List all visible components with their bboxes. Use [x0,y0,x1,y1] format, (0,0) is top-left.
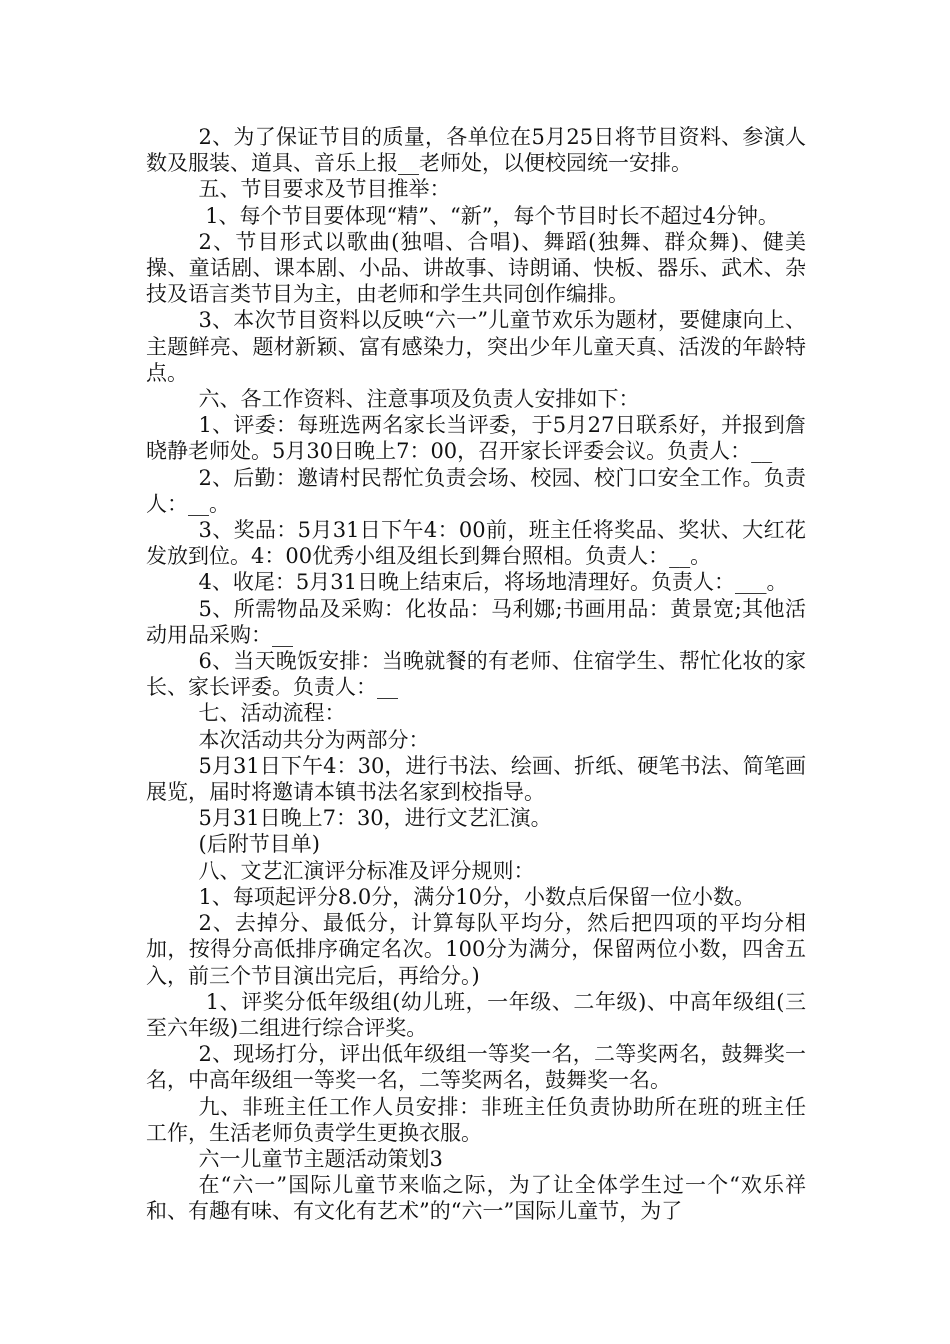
paragraph-10: 4、收尾：5月31日晚上结束后，将场地清理好。负责人：___。 [198,570,788,595]
paragraph-9: 3、奖品：5月31日下午4：00前，班主任将奖品、奖状、大红花发放到位。4：00优秀小组及组长到舞台照相。负责人：__。 [146,518,806,569]
subtitle-plan-3: 六一儿童节主题活动策划3 [198,1146,443,1171]
paragraph-22: 2、现场打分，评出低年级组一等奖一名，二等奖两名，鼓舞奖一名，中高年级组一等奖一名，二等奖两名，鼓舞奖一名。 [146,1042,806,1093]
paragraph-21: 1、评奖分低年级组(幼儿班，一年级、二年级)、中高年级组(三至六年级)二组进行综合评奖。 [146,989,806,1040]
paragraph-15: 5月31日下午4：30，进行书法、绘画、折纸、硬笔书法、简笔画展览，届时将邀请本镇书法名家到校指导。 [146,753,806,805]
paragraph-20: 2、去掉分、最低分，计算每队平均分，然后把四项的平均分相加，按得分高低排序确定名次。100分为满分，保留两位小数，四舍五入，前三个节目演出完后，再给分。) [146,911,806,988]
document-body [146,124,806,1225]
paragraph-3: 1、每个节目要体现“精”、“新”，每个节目时长不超过4分钟。 [198,203,779,228]
section-heading-7: 七、活动流程： [198,701,346,726]
paragraph-8: 2、后勤：邀请村民帮忙负责会场、校园、校门口安全工作。负责人：__。 [146,465,806,516]
section-heading-5: 五、节目要求及节目推举： [198,177,451,202]
paragraph-1: 2、为了保证节目的质量，各单位在5月25日将节目资料、参演人数及服装、道具、音乐上报__老师处，以便校园统一安排。 [146,125,806,176]
paragraph-19: 1、每项起评分8.0分，满分10分，小数点后保留一位小数。 [198,884,755,909]
paragraph-17: (后附节目单) [198,832,320,857]
paragraph-11: 5、所需物品及采购：化妆品：马利娜;书画用品：黄景宽;其他活动用品采购：__ [146,596,806,647]
section-heading-9: 九、非班主任工作人员安排：非班主任负责协助所在班的班主任工作，生活老师负责学生更换衣服。 [146,1094,806,1145]
paragraph-4: 2、节目形式以歌曲(独唱、合唱)、舞蹈(独舞、群众舞)、健美操、童话剧、课本剧、小品、讲故事、诗朗诵、快板、器乐、武术、杂技及语言类节目为主，由老师和学生共同创作编排。 [146,229,806,307]
paragraph-25: 在“六一”国际儿童节来临之际，为了让全体学生过一个“欢乐祥和、有趣有味、有文化有艺术”的“六一”国际儿童节，为了 [146,1173,806,1224]
paragraph-14: 本次活动共分为两部分： [198,727,430,752]
paragraph-7: 1、评委：每班选两名家长当评委，于5月27日联系好，并报到詹晓静老师处。5月30日晚上7：00，召开家长评委会议。负责人：__ [146,413,806,464]
paragraph-5: 3、本次节目资料以反映“六一”儿童节欢乐为题材，要健康向上、主题鲜亮、题材新颖、富有感染力，突出少年儿童天真、活泼的年龄特点。 [146,308,806,385]
paragraph-16: 5月31日晚上7：30，进行文艺汇演。 [198,806,552,831]
section-heading-6: 六、各工作资料、注意事项及负责人安排如下： [198,387,640,412]
section-heading-8: 八、文艺汇演评分标准及评分规则： [198,858,535,883]
paragraph-12: 6、当天晚饭安排：当晚就餐的有老师、住宿学生、帮忙化妆的家长、家长评委。负责人：__ [146,649,806,700]
